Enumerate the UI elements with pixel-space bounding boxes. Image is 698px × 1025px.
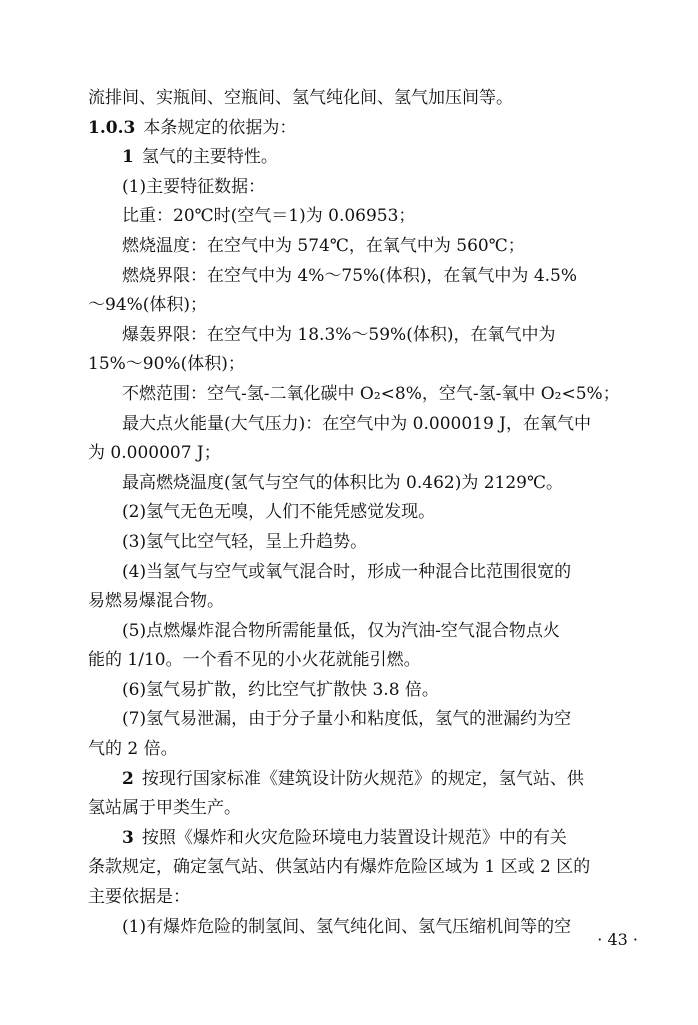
clause-text: 本条规定的依据为： <box>143 117 297 138</box>
text-line: 为 0.000007 J； <box>88 443 221 464</box>
text-line: 氢站属于甲类生产。 <box>88 798 241 819</box>
item-text: 按照《爆炸和火灾危险环境电力装置设计规范》中的有关 <box>141 827 567 848</box>
text-line: 燃烧温度：在空气中为 574℃，在氧气中为 560℃； <box>122 235 525 256</box>
text-line: (4)当氢气与空气或氧气混合时，形成一种混合比范围很宽的 <box>122 561 572 582</box>
text-line: 燃烧界限：在空气中为 4%～75%(体积)，在氧气中为 4.5% <box>122 265 578 286</box>
text-line: 不燃范围：空气-氢-二氧化碳中 O₂<8%，空气-氢-氧中 O₂<5%； <box>122 383 620 404</box>
text-line: 比重：20℃时(空气＝1)为 0.06953； <box>122 206 416 227</box>
item-heading <box>88 765 644 795</box>
text-line: (1)有爆炸危险的制氢间、氢气纯化间、氢气压缩机间等的空 <box>122 916 572 937</box>
clause-heading <box>88 114 644 144</box>
text-line: 最高燃烧温度(氢气与空气的体积比为 0.462)为 2129℃。 <box>122 472 564 493</box>
text-line: (1)主要特征数据： <box>122 176 266 197</box>
text-line: 易燃易爆混合物。 <box>88 591 224 612</box>
page-number: · 43 · <box>597 930 638 949</box>
text-line: 能的 1/10。一个看不见的小火花就能引燃。 <box>88 650 421 671</box>
text-line: 条款规定，确定氢气站、供氢站内有爆炸危险区域为 1 区或 2 区的 <box>88 857 591 878</box>
item-heading <box>88 824 644 854</box>
text-line: 主要依据是： <box>88 887 190 908</box>
text-line: (7)氢气易泄漏，由于分子量小和粘度低，氢气的泄漏约为空 <box>122 709 572 730</box>
text-body <box>88 84 644 942</box>
item-text: 氢气的主要特性。 <box>141 147 278 168</box>
text-line: 15%～90%(体积)； <box>88 354 245 375</box>
item-number: 2 <box>122 768 134 789</box>
text-line: 气的 2 倍。 <box>88 739 178 760</box>
clause-number: 1.0.3 <box>88 117 136 138</box>
text-line: 爆轰界限：在空气中为 18.3%～59%(体积)，在氧气中为 <box>122 324 556 345</box>
text-line: (5)点燃爆炸混合物所需能量低，仅为汽油-空气混合物点火 <box>122 620 560 641</box>
text-line: (3)氢气比空气轻，呈上升趋势。 <box>122 531 368 552</box>
text-line: 流排间、实瓶间、空瓶间、氢气纯化间、氢气加压间等。 <box>88 88 513 108</box>
text-line: ～94%(体积)； <box>88 295 208 316</box>
item-number: 3 <box>122 827 134 848</box>
text-line: 最大点火能量(大气压力)：在空气中为 0.000019 J，在氧气中 <box>122 413 592 434</box>
item-number: 1 <box>122 147 134 168</box>
item-heading <box>88 143 644 173</box>
text-line: (6)氢气易扩散，约比空气扩散快 3.8 倍。 <box>122 679 439 700</box>
text-line: (2)氢气无色无嗅，人们不能凭感觉发现。 <box>122 502 436 523</box>
item-text: 按现行国家标准《建筑设计防火规范》的规定，氢气站、供 <box>141 768 584 789</box>
